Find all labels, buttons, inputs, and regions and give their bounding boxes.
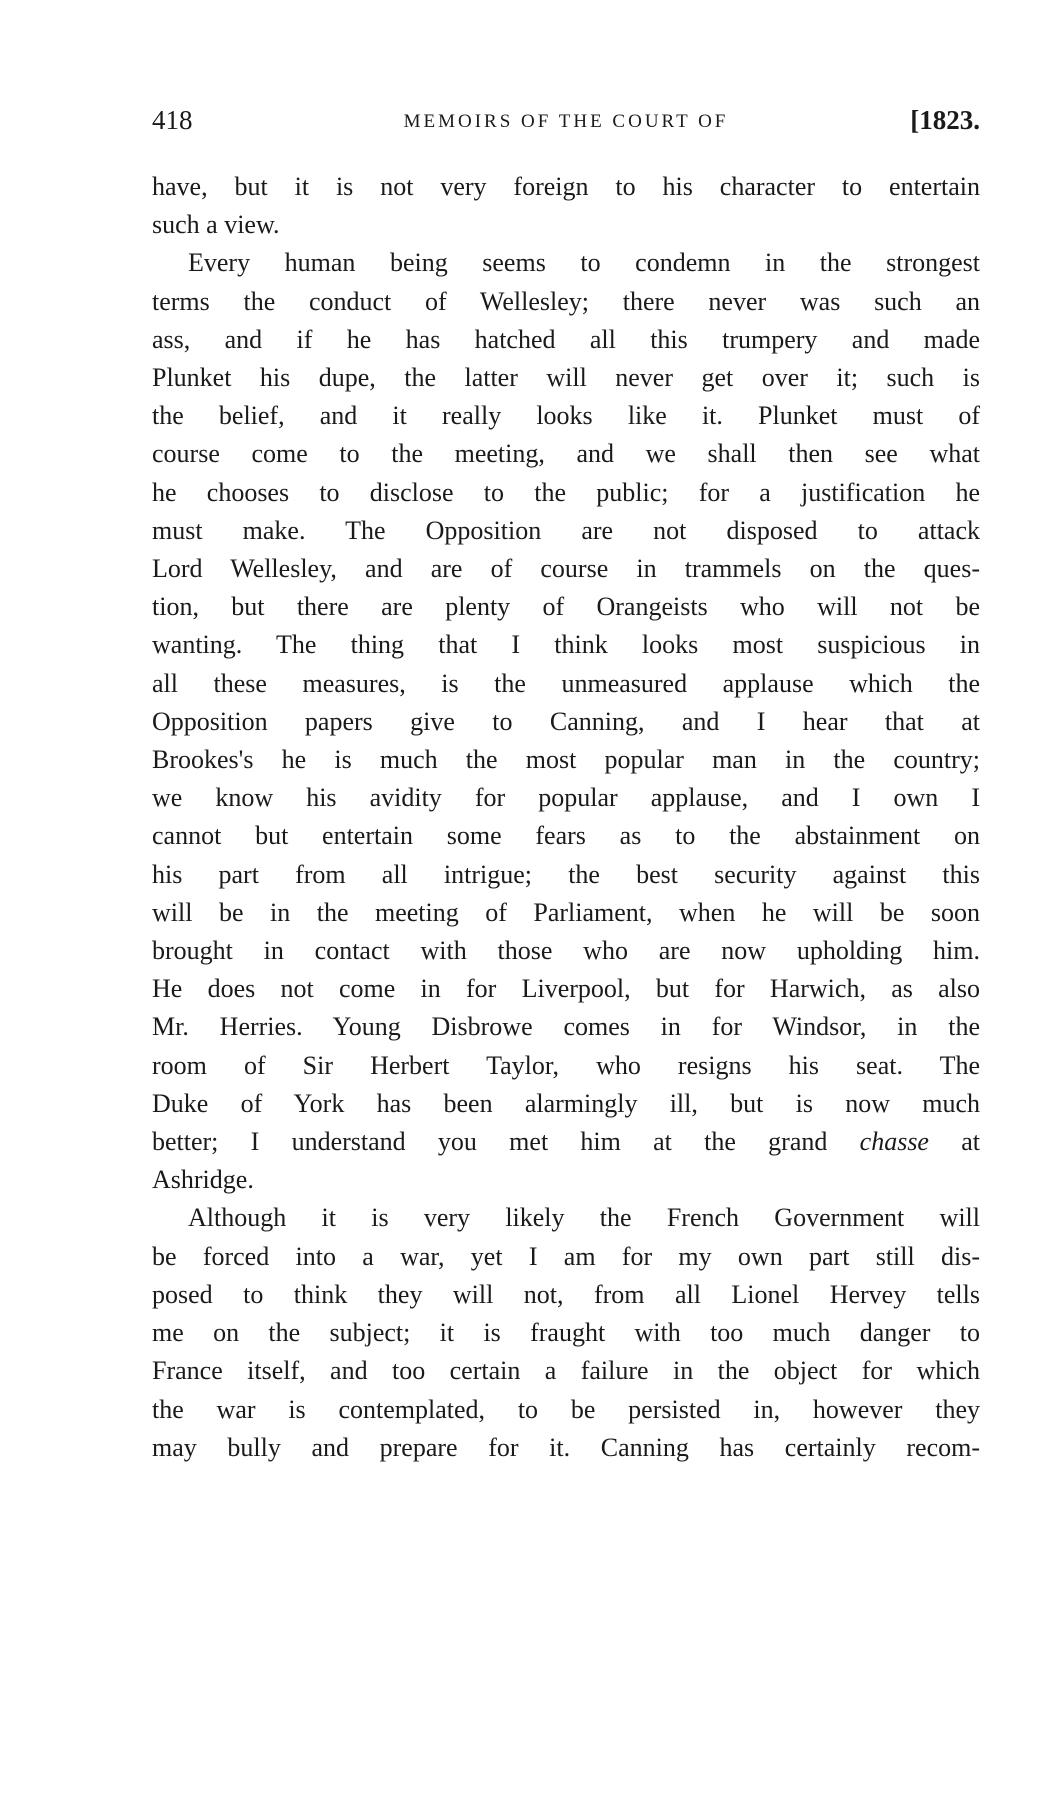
text-line: wanting. The thing that I think looks most suspicious in bbox=[152, 630, 980, 660]
text-line: have, but it is not very foreign to his character to entertain bbox=[152, 172, 980, 201]
text-line: me on the subject; it is fraught with too much danger to bbox=[152, 1318, 980, 1348]
running-year: [1823. bbox=[910, 105, 980, 135]
text-line: all these measures, is the unmeasured applause which the bbox=[152, 668, 980, 698]
text-line: cannot but entertain some fears as to the abstainment on bbox=[152, 821, 980, 851]
text-line: ass, and if he has hatched all this trumpery and made bbox=[152, 324, 980, 354]
text-line: will be in the meeting of Parliament, when he will be soon bbox=[152, 897, 980, 927]
text-line: course come to the meeting, and we shall then see what bbox=[152, 439, 980, 469]
text-line: France itself, and too certain a failure in the object for which bbox=[152, 1356, 980, 1386]
text-line: Every human being seems to condemn in the strongest bbox=[188, 248, 980, 278]
text-line: tion, but there are plenty of Orangeists who will not be bbox=[152, 592, 980, 622]
text-line: may bully and prepare for it. Canning has certainly recom- bbox=[152, 1432, 980, 1462]
text-line: He does not come in for Liverpool, but for Harwich, as also bbox=[152, 974, 980, 1004]
page-number: 418 bbox=[152, 105, 193, 135]
text-segment: at bbox=[961, 1127, 980, 1157]
text-line: must make. The Opposition are not disposed to attack bbox=[152, 515, 980, 545]
text-line: posed to think they will not, from all Lionel Hervey tells bbox=[152, 1279, 980, 1309]
text-line: Ashridge. bbox=[152, 1165, 254, 1195]
body-text bbox=[152, 168, 980, 1467]
text-line: such a view. bbox=[152, 210, 280, 240]
text-line: the belief, and it really looks like it. Plunket must of bbox=[152, 401, 980, 431]
text-line: room of Sir Herbert Taylor, who resigns his seat. The bbox=[152, 1050, 980, 1080]
text-line-with-italic bbox=[152, 1123, 980, 1161]
running-title: MEMOIRS OF THE COURT OF bbox=[403, 111, 729, 132]
text-line: Although it is very likely the French Government will bbox=[188, 1203, 980, 1233]
text-line: his part from all intrigue; the best security against this bbox=[152, 859, 980, 889]
text-line: brought in contact with those who are now upholding him. bbox=[152, 936, 980, 966]
text-segment: better; I understand you met him at the grand bbox=[152, 1127, 828, 1157]
text-line: Opposition papers give to Canning, and I hear that at bbox=[152, 706, 980, 736]
running-head bbox=[152, 100, 980, 140]
text-line: Brookes's he is much the most popular man in the country; bbox=[152, 745, 980, 775]
text-line: Lord Wellesley, and are of course in trammels on the ques- bbox=[152, 554, 980, 584]
text-line: Duke of York has been alarmingly ill, but is now much bbox=[152, 1088, 980, 1118]
text-line: the war is contemplated, to be persisted in, however they bbox=[152, 1394, 980, 1424]
text-line: we know his avidity for popular applause, and I own I bbox=[152, 783, 980, 813]
text-line: Plunket his dupe, the latter will never get over it; such is bbox=[152, 363, 980, 393]
book-page bbox=[152, 100, 980, 1467]
text-line: he chooses to disclose to the public; for a justification he bbox=[152, 477, 980, 507]
text-line: be forced into a war, yet I am for my own part still dis- bbox=[152, 1241, 980, 1271]
text-line: terms the conduct of Wellesley; there never was such an bbox=[152, 286, 980, 316]
text-line: Mr. Herries. Young Disbrowe comes in for Windsor, in the bbox=[152, 1012, 980, 1042]
italic-word: chasse bbox=[859, 1127, 929, 1157]
